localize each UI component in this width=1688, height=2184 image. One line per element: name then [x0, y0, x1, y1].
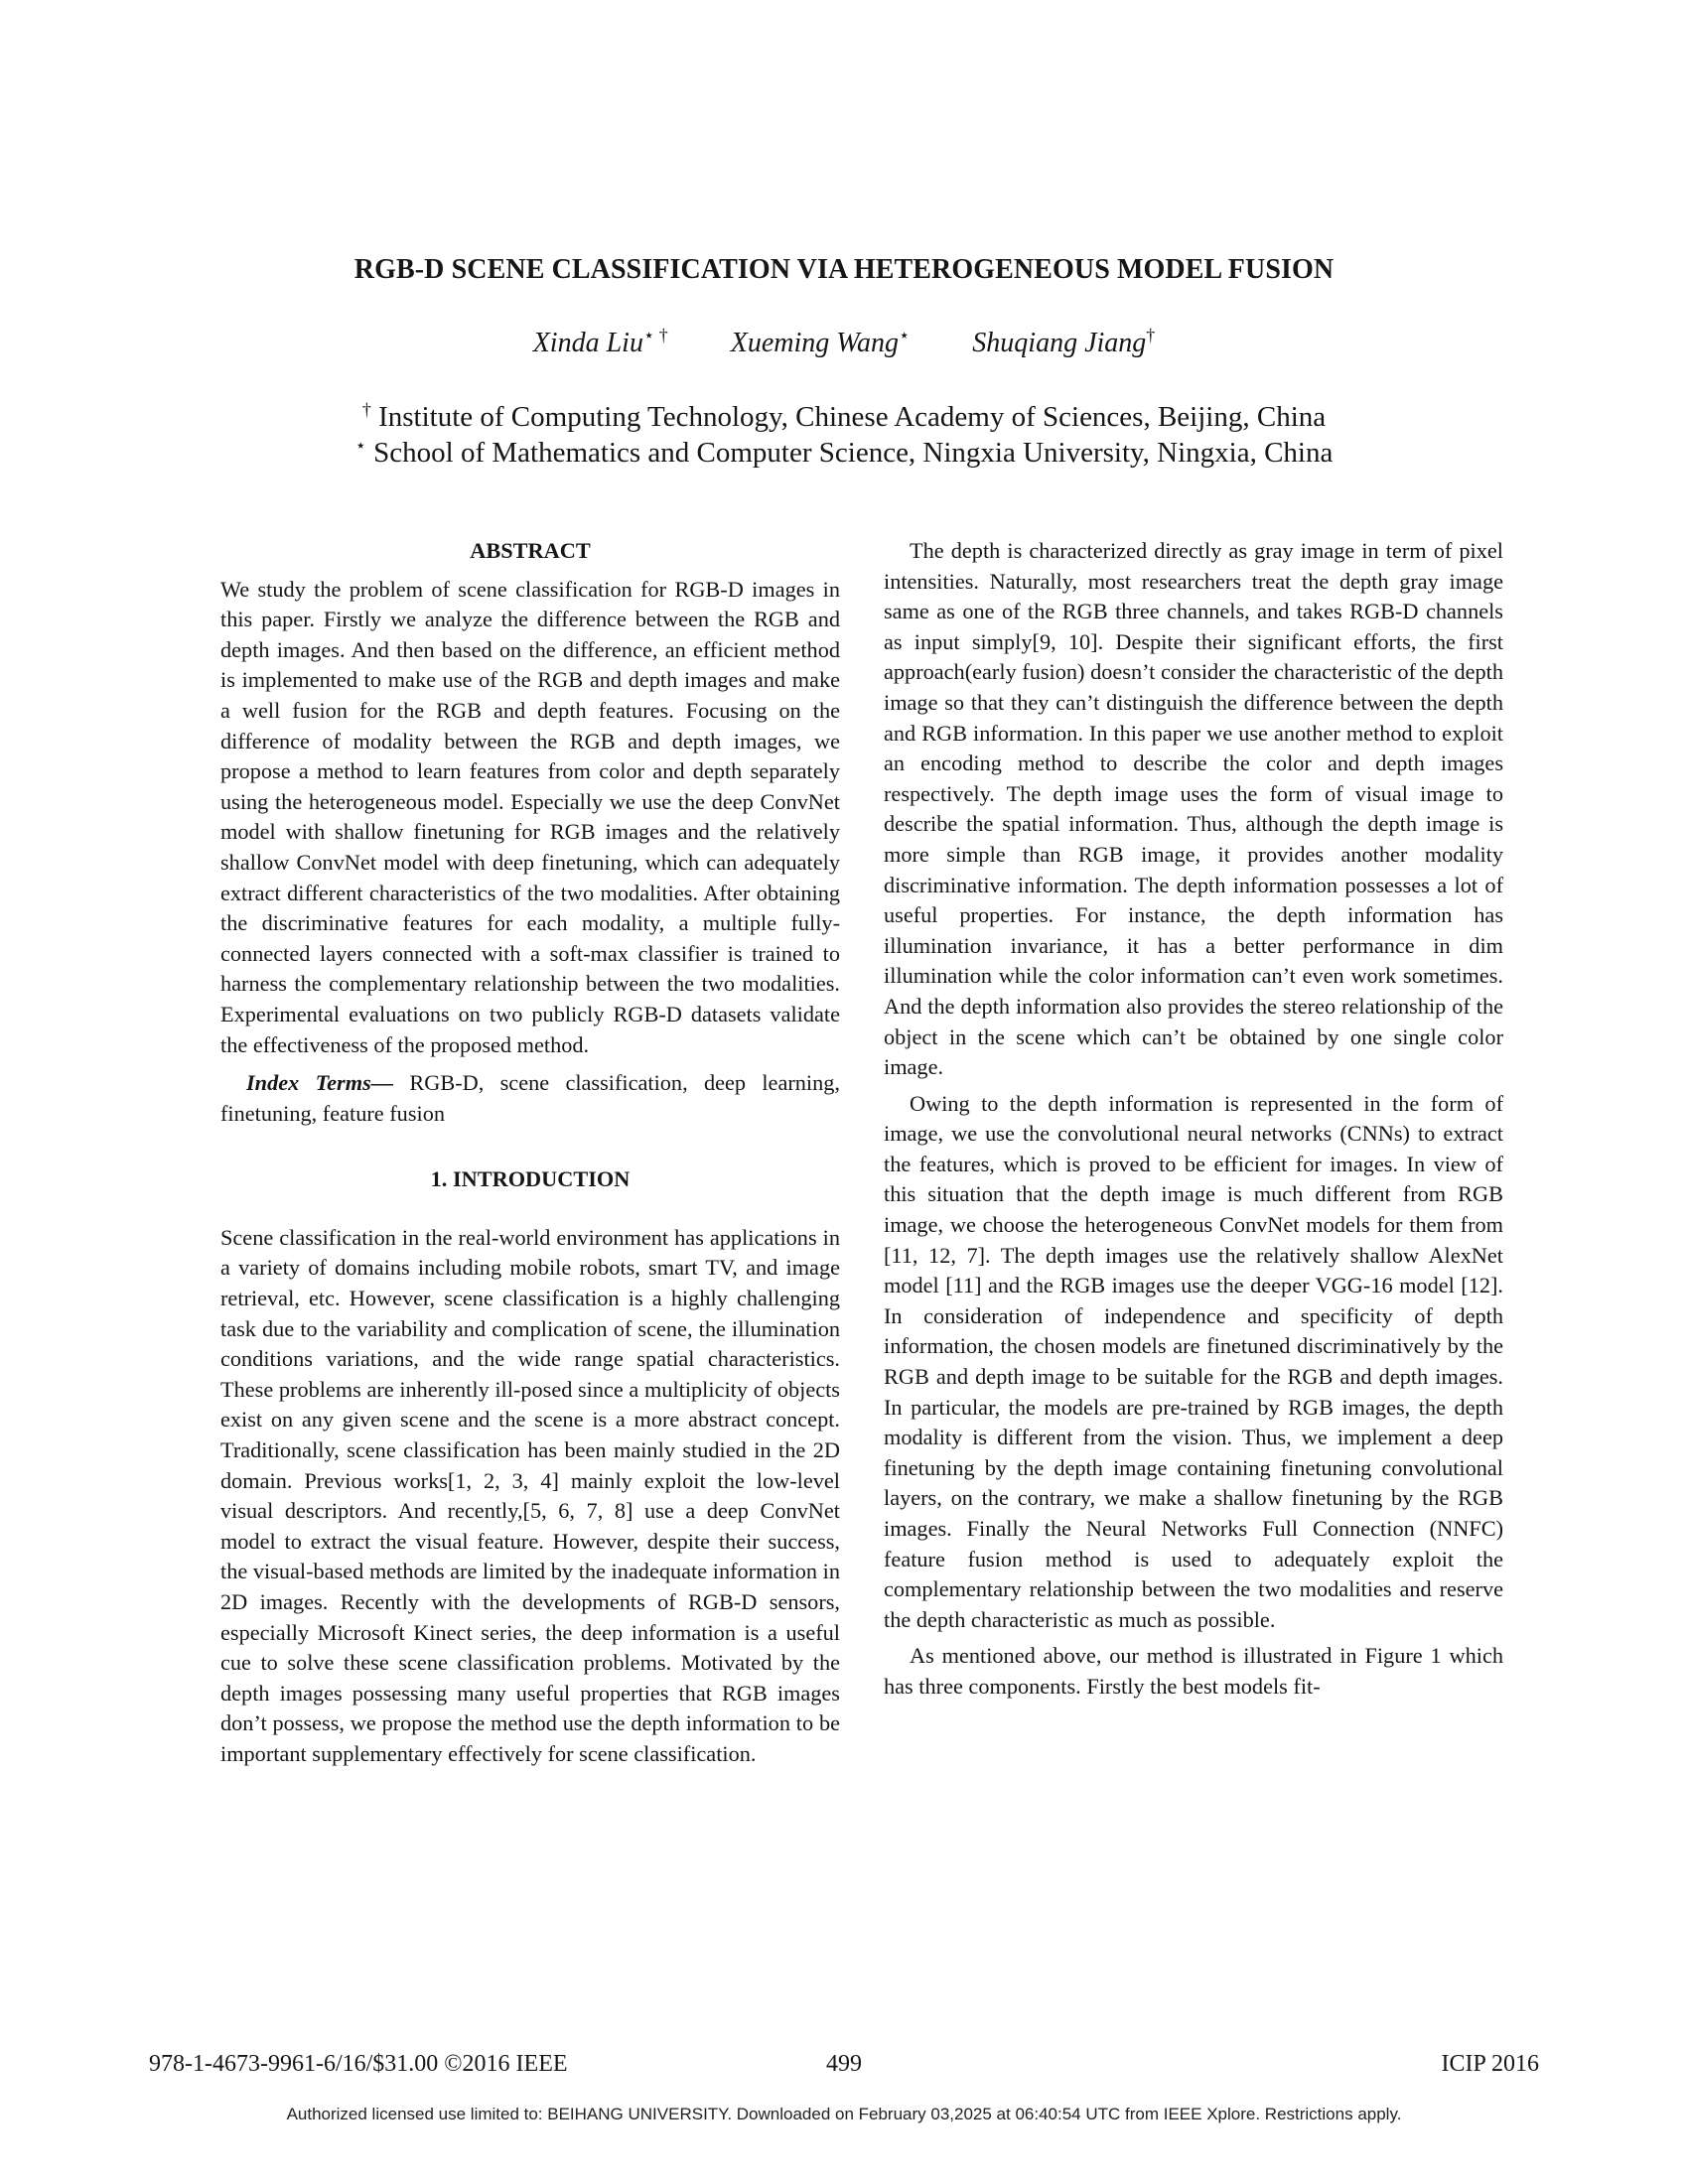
left-column [220, 536, 840, 1770]
author-name: Xueming Wang [730, 328, 900, 358]
author-mark: † [1146, 325, 1156, 345]
index-terms-text: RGB-D, scene classification, deep learning, finetuning, feature fusion [220, 1070, 840, 1126]
author-mark: ⋆ [899, 325, 911, 345]
affiliation-mark: † [361, 399, 371, 420]
footer-page-number: 499 [826, 2051, 862, 2077]
footer-isbn: 978-1-4673-9961-6/16/$31.00 ©2016 IEEE [149, 2051, 568, 2077]
affiliation [0, 401, 1688, 434]
author [730, 325, 911, 359]
intro-paragraph-1: Scene classification in the real-world environment has applications in a variety of domains including mobile robots, smart TV, and image retrieval, etc. However, scene classification is a highly challenging task due to the variability and complication of scene, the illumination conditions variations, and the wide range spatial characteristics. These problems are inherently ill-posed since a multiplicity of objects exist on any given scene and the scene is a more abstract concept. Traditionally, scene classification has been mainly studied in the 2D domain. Previous works[1, 2, 3, 4] mainly exploit the low-level visual descriptors. And recently,[5, 6, 7, 8] use a deep ConvNet model to extract the visual feature. However, despite their success, the visual-based methods are limited by the inadequate information in 2D images. Recently with the developments of RGB-D sensors, especially Microsoft Kinect series, the deep information is a useful cue to solve these scene classification problems. Motivated by the depth images possessing many useful properties that RGB images don’t possess, we propose the method use the depth information to be important supplementary effectively for scene classification. [220, 1224, 840, 1766]
intro-paragraph-4: As mentioned above, our method is illustrated in Figure 1 which has three components. Firstly the best models fit- [884, 1643, 1503, 1699]
intro-paragraph-2: The depth is characterized directly as gray image in term of pixel intensities. Naturally, most researchers treat the depth gray image same as one of the RGB three channels, and takes RGB-D channels as input simply[9, 10]. Despite their significant efforts, the first approach(early fusion) doesn’t consider the characteristic of the depth image so that they can’t distinguish the difference between the depth and RGB information. In this paper we use another method to exploit an encoding method to describe the color and depth images respectively. The depth image uses the form of visual image to describe the spatial information. Thus, although the depth image is more simple than RGB image, it provides another modality discriminative information. The depth information possesses a lot of useful properties. For instance, the depth information has illumination invariance, it has a better performance in dim illumination while the color information can’t even work sometimes. And the depth information also provides the stereo relationship of the object in the scene which can’t be obtained by one single color image. [884, 538, 1503, 1080]
paper-title: RGB-D SCENE CLASSIFICATION VIA HETEROGENEOUS MODEL FUSION [353, 254, 1335, 285]
author [972, 325, 1156, 359]
abstract-text: We study the problem of scene classification for RGB-D images in this paper. Firstly we analyze the difference between the RGB and depth images. And then based on the difference, an efficient method is implemented to make use of the RGB and depth images and make a well fusion for the RGB and depth features. Focusing on the difference of modality between the RGB and depth images, we propose a method to learn features from color and depth separately using the heterogeneous model. Especially we use the deep ConvNet model with shallow finetuning for RGB images and the relatively shallow ConvNet model with deep finetuning, which can adequately extract different characteristics of the two modalities. After obtaining the discriminative features for each modality, a multiple fully-connected layers connected with a soft-max classifier is trained to harness the complementary relationship between the two modalities. Experimental evaluations on two publicly RGB-D datasets validate the effectiveness of the proposed method. [220, 576, 840, 1057]
affiliation-text: School of Mathematics and Computer Science, Ningxia University, Ningxia, China [373, 437, 1334, 469]
affiliation-mark: ⋆ [354, 435, 366, 456]
index-terms [220, 1068, 840, 1129]
license-notice: Authorized licensed use limited to: BEIHANG UNIVERSITY. Downloaded on February 03,2025 at 06:40:54 UTC from IEEE Xplore. Restrictions apply. [286, 2105, 1402, 2123]
section-heading-introduction: 1. INTRODUCTION [430, 1166, 631, 1192]
index-terms-label: Index Terms— [246, 1070, 394, 1096]
affiliation [0, 437, 1688, 470]
author [532, 325, 668, 359]
intro-paragraph-3: Owing to the depth information is represented in the form of image, we use the convolutional neural networks (CNNs) to extract the features, which is proved to be efficient for images. In view of this situation that the depth image is much different from RGB image, we choose the heterogeneous ConvNet models for them from [11, 12, 7]. The depth images use the relatively shallow AlexNet model [11] and the RGB images use the deeper VGG-16 model [12]. In consideration of independence and specificity of depth information, the chosen models are finetuned discriminatively by the RGB and depth image to be suitable for the RGB and depth images. In particular, the models are pre-trained by RGB images, the depth modality is different from the vision. Thus, we implement a deep finetuning by the depth image containing finetuning convolutional layers, on the contrary, we make a shallow finetuning by the RGB images. Finally the Neural Networks Full Connection (NNFC) feature fusion method is used to adequately exploit the complementary relationship between the two modalities and reserve the depth characteristic as much as possible. [884, 1090, 1503, 1632]
author-name: Xinda Liu [532, 328, 643, 358]
abstract-heading: ABSTRACT [470, 538, 591, 563]
affiliation-text: Institute of Computing Technology, Chinese Academy of Sciences, Beijing, China [378, 401, 1327, 433]
author-name: Shuqiang Jiang [972, 328, 1147, 358]
author-mark: ⋆ † [642, 325, 668, 345]
footer-conference: ICIP 2016 [1441, 2051, 1539, 2077]
right-column [884, 536, 1503, 1703]
author-list [0, 325, 1688, 359]
